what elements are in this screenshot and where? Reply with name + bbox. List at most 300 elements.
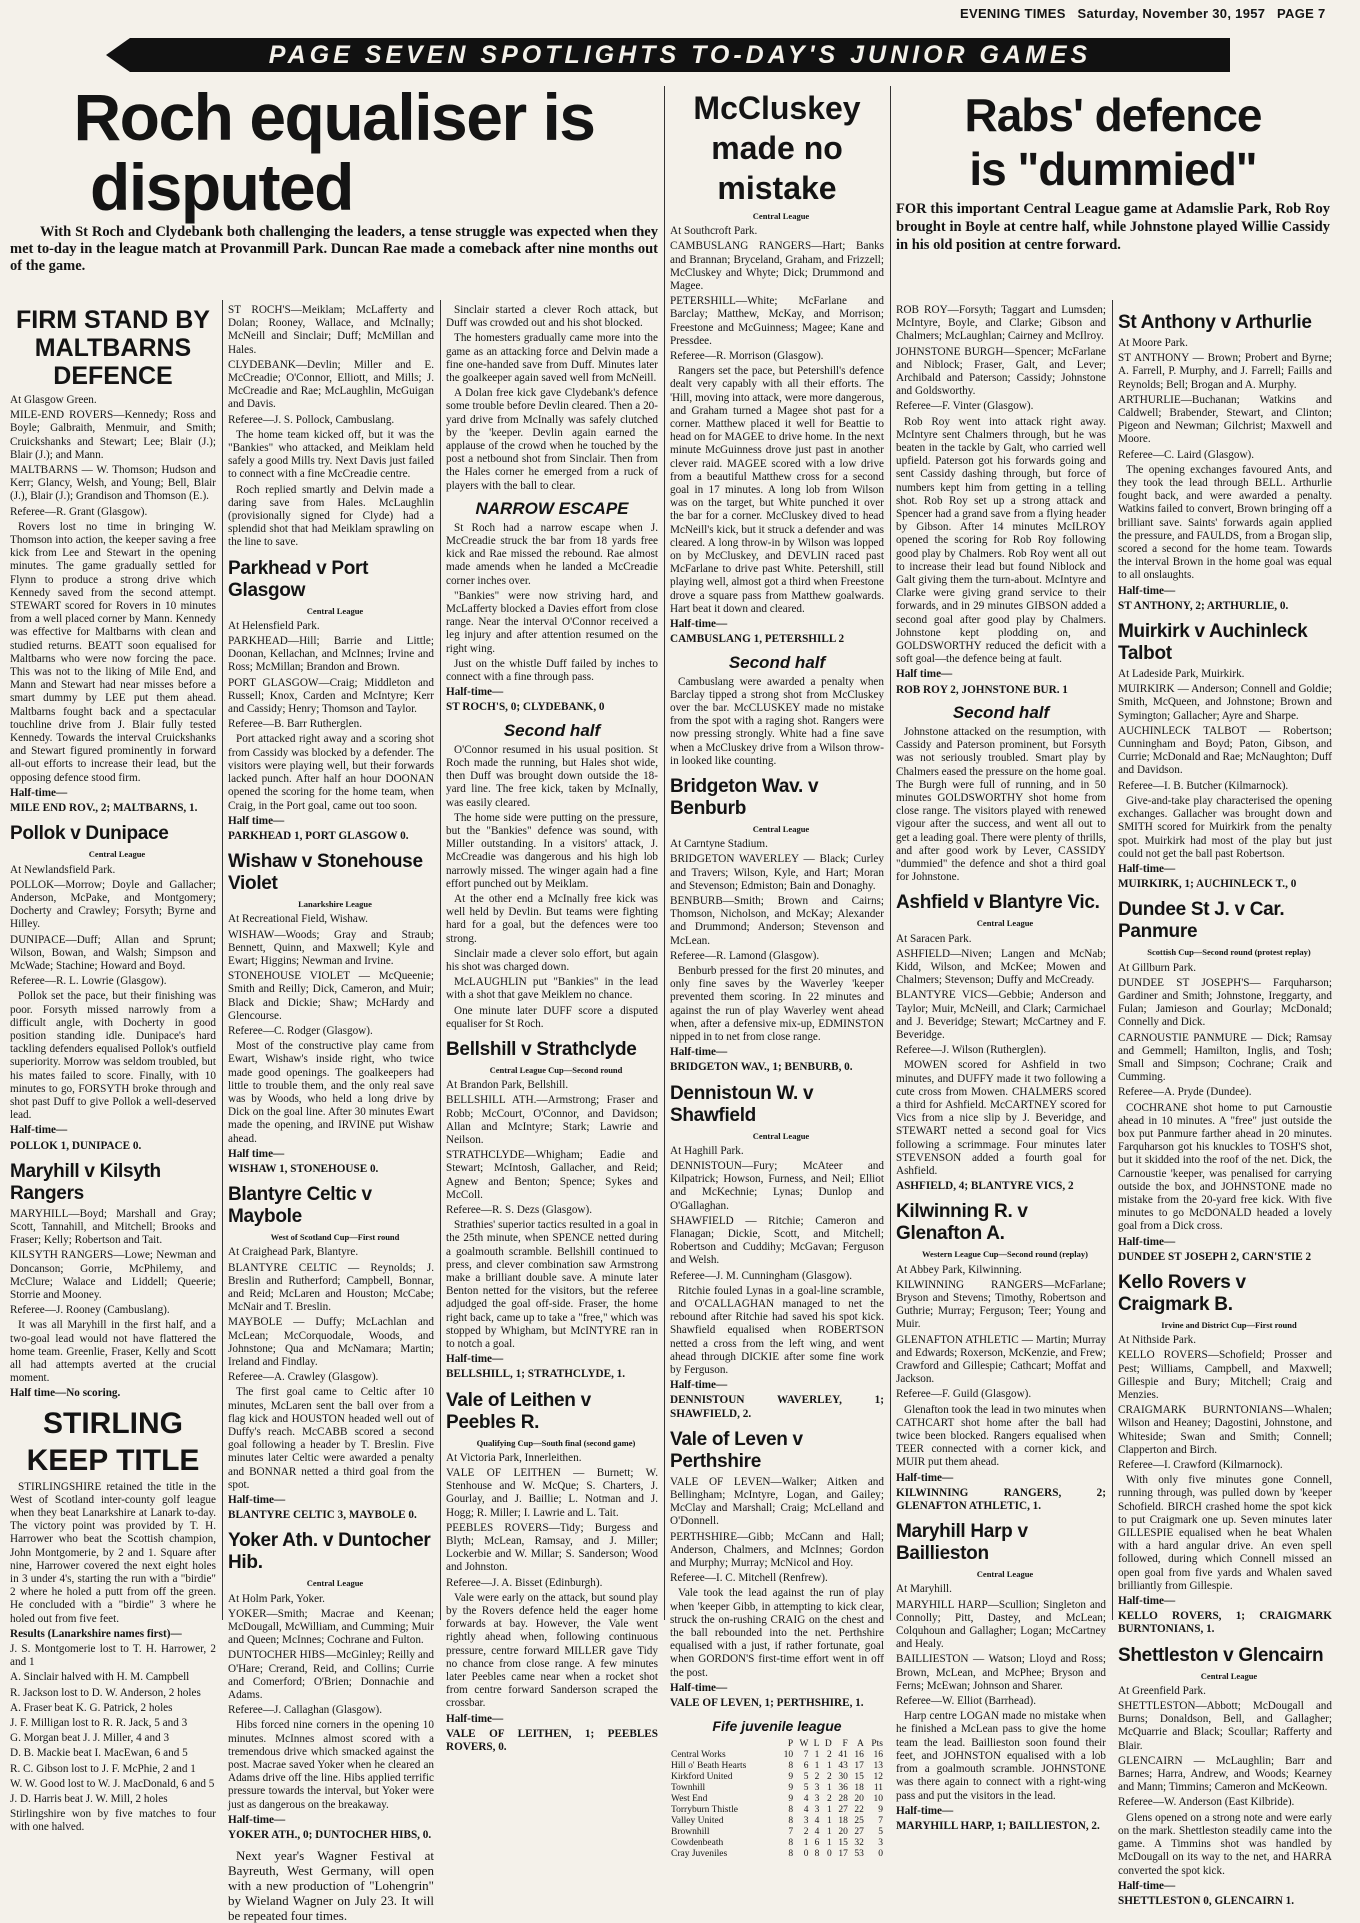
ashfield-referee: Referee—J. Wilson (Rutherglen). <box>896 1044 1047 1057</box>
maryhill-body: It was all Maryhill in the first half, and a two-goal lead would not have flattered the home team. Greenlie, Fraser, Kelly and Scott all had attempts averted at the crucial moment. <box>10 1319 216 1385</box>
rabs-body-2: Johnstone attacked on the resumption, with Cassidy and Paterson prominent, but Forsyth was not seriously troubled. Smart play by Chalmers eased the pressure on the home goal. The Burgh were full of running, and in 50 minutes GOLDSWORTHY shot home from close range. The visitors played with renewed vigour after the success, and went all out to get a leading goal. There were plenty of thrills, and after good work by Lever, CASSIDY "dummied" the defence and shot a third goal for Johnstone. <box>896 725 1107 884</box>
yoker-venue: At Holm Park, Yoker. <box>228 1592 325 1605</box>
blantyre-teams-2: MAYBOLE — Duffy; McLachlan and McLean; McCorquodale, Woods, and Johnstone; Qua and McNamara; Martin; Ireland and Findlay. <box>228 1316 434 1368</box>
shettleston-score: SHETTLESTON 0, GLENCAIRN 1. <box>1118 1894 1295 1907</box>
stirling-results <box>10 1643 216 1835</box>
stirling-result: R. C. Gibson lost to J. F. McPhie, 2 and 1 <box>10 1762 196 1775</box>
rabs-second-half-heading: Second half <box>952 702 1050 722</box>
column-rule <box>890 86 891 1620</box>
roch-para-12: Sinclair made a clever solo effort, but again his shot was charged down. <box>446 947 658 973</box>
pollok-teams-1: POLLOK—Morrow; Doyle and Gallacher; Anderson, McPake, and Montgomery; Docherty and Crawley; Forsyth; Byrne and Hilley. <box>10 878 216 931</box>
mccluskey-body: Rangers set the pace, but Petershill's defence dealt very capably with all their efforts. The 'Hill, moving into attack, were more dangerous, and Graham turned a Magee shot past for a corner. Matthew placed it well for Beattie to head on for MAGEE to drive home. In the next minute McGuinness drove just past in another clever raid. MAGEE scored with a low drive from a beautiful Matthew cross for a second goal in 17 minutes. A long lob from Wilson was on the target, but White punched it over the bar for a corner. McCluskey dived to head McNeill's kick, but it struck a defender and was cleared. A long throw-in by Wilson was lopped on by McCluskey, and DEVLIN raced past McFarlane to drive past White. Petershill, still playing well, almost got a third when Freestone drove a square pass from Matthew goalwards. Hart beat it down and cleared. <box>670 365 884 615</box>
stanthony-venue: At Moore Park. <box>1118 337 1188 349</box>
rabs-score: ROB ROY 2, JOHNSTONE BUR. 1 <box>896 683 1068 696</box>
mccluskey-headline-2: made no <box>711 130 843 166</box>
rabs-headline-1: Rabs' defence <box>964 89 1262 141</box>
stirling-title-1: STIRLING <box>43 1406 183 1440</box>
blantyre-halftime: Half-time— <box>228 1494 286 1507</box>
stirling-results-head: Results (Lanarkshire names first)— <box>10 1627 182 1640</box>
table-row <box>670 1783 884 1794</box>
ashfield-title: Ashfield v Blantyre Vic. <box>896 892 1100 914</box>
table-cell: 41 <box>838 1750 848 1761</box>
kello-league: Irvine and District Cup—First round <box>1161 1319 1297 1330</box>
ashfield-teams-2: BLANTYRE VICS—Gebbie; Anderson and Taylor; Muir, McNeill, and Clark; Carmichael and J. Beveridge; Stewart; McCartney and F. Beveridge. <box>896 989 1106 1041</box>
bridgeton-body: Benburb pressed for the first 20 minutes, and only fine saves by the Waverley 'keeper prevented them scoring. In 22 minutes and against the run of play Waverley went ahead when, after a defensive mix-up, EDMINSTON nipped in to net from close range. <box>670 964 884 1043</box>
table-cell: 7 <box>803 1750 809 1761</box>
bridgeton-title: Bridgeton Wav. v Benburb <box>670 775 819 819</box>
table-header-cell: A <box>857 1739 864 1750</box>
maryhill-harp-venue: At Maryhill. <box>896 1583 952 1596</box>
table-cell: 15 <box>838 1838 848 1849</box>
wishaw-score: WISHAW 1, STONEHOUSE 0. <box>228 1162 379 1175</box>
table-cell: 22 <box>854 1805 864 1816</box>
bridgeton-league: Central League <box>752 823 810 834</box>
table-cell: 36 <box>838 1783 848 1794</box>
bellshill-halftime: Half-time— <box>446 1353 504 1366</box>
yoker-referee: Referee—J. Callaghan (Glasgow). <box>228 1704 383 1717</box>
stanthony-title: St Anthony v Arthurlie <box>1118 312 1312 333</box>
bellshill-body: Strathies' superior tactics resulted in a goal in the 25th minute, when SPENCE netted during a goalmouth scramble. Bellshill continued to press, and clever combination saw Armstrong make a brilliant double save. A minute later Benton netted for the visitors, but the referee adjudged the goal off-side. Fraser, the home right back, came up to take a "free," which was stopped by Whigham, but McINTYRE ran in to notch a goal. <box>446 1219 658 1351</box>
vale-leven-score: VALE OF LEVEN, 1; PERTHSHIRE, 1. <box>670 1697 864 1710</box>
parkhead-score: PARKHEAD 1, PORT GLASGOW 0. <box>228 829 409 842</box>
table-cell: 27 <box>838 1805 848 1816</box>
dundee-teams-1: DUNDEE ST JOSEPH'S— Farquharson; Gardiner and Smith; Johnstone, Ireggarty, and Fulan; Jamieson and Gourlay; McDonald; Connelly and Dick. <box>1118 976 1332 1029</box>
shettleston-league: Central League <box>1200 1670 1258 1681</box>
roch-para-2: Roch replied smartly and Delvin made a daring save from Hales. McLaughlin (provisionally signed for Clyde) had a splendid shot that had Meiklam sprawling on the line to save. <box>228 483 434 549</box>
rabs-headline-block <box>896 88 1330 300</box>
table-row <box>670 1772 884 1783</box>
rabs-teams-1: ROB ROY—Forsyth; Taggart and Lumsden; McIntyre, Boyle, and Clarke; Gibson and Chalmers; McLaughlan; Cairney and McIlroy. <box>896 304 1106 343</box>
pollok-league: Central League <box>88 849 146 860</box>
kilwinning-referee: Referee—F. Guild (Glasgow). <box>896 1388 1032 1401</box>
kello-referee: Referee—I. Crawford (Kilmarnock). <box>1118 1459 1283 1472</box>
table-cell: 2 <box>803 1827 809 1838</box>
firm-venue: At Glasgow Green. <box>10 394 97 406</box>
table-cell: West End <box>671 1794 708 1805</box>
table-cell: 10 <box>783 1750 794 1761</box>
table-row <box>670 1849 884 1860</box>
table-cell: 4 <box>803 1805 809 1816</box>
blantyre-league: West of Scotland Cup—First round <box>270 1232 400 1243</box>
maryhill-harp-halftime: Half-time— <box>896 1804 954 1817</box>
yoker-title: Yoker Ath. v Duntocher Hib. <box>228 1530 431 1574</box>
wishaw-referee: Referee—C. Rodger (Glasgow). <box>228 1024 373 1037</box>
vale-leithen-title: Vale of Leithen v Peebles R. <box>446 1389 591 1433</box>
table-cell: 17 <box>838 1849 848 1860</box>
yoker-score: YOKER ATH., 0; DUNTOCHER HIBS, 0. <box>228 1829 432 1842</box>
pollok-venue: At Newlandsfield Park. <box>10 863 116 876</box>
table-row <box>670 1794 884 1805</box>
wishaw-title: Wishaw v Stonehouse Violet <box>228 851 423 895</box>
stirling-result: J. D. Harris beat J. W. Mill, 2 holes <box>10 1793 168 1806</box>
dennistoun-halftime: Half-time— <box>670 1379 728 1392</box>
table-row <box>670 1827 884 1838</box>
stanthony-score: ST ANTHONY, 2; ARTHURLIE, 0. <box>1118 599 1289 612</box>
dennistoun-referee: Referee—J. M. Cunningham (Glasgow). <box>670 1269 853 1282</box>
vale-leithen-referee: Referee—J. A. Bisset (Edinburgh). <box>446 1576 603 1589</box>
dundee-halftime: Half-time— <box>1118 1235 1176 1248</box>
yoker-teams-1: YOKER—Smith; Macrae and Keenan; McDougall, McWilliam, and Cumming; Muir and Queen; McInnes; Cochrane and Fulton. <box>228 1607 434 1647</box>
fife-table-title: Fife juvenile league <box>712 1718 842 1735</box>
table-cell: 16 <box>854 1750 864 1761</box>
shettleston-body: Glens opened on a strong note and were early on the mark. Shettleston steadily came into the game. A Timmins shot was handled by McDougall on its way to the net, and HARRA converted the spot kick. <box>1118 1811 1332 1877</box>
table-cell: 5 <box>878 1827 883 1838</box>
mccluskey-referee: Referee—R. Morrison (Glasgow). <box>670 350 824 363</box>
roch-teams-2: CLYDEBANK—Devlin; Miller and E. McCreadie; O'Connor, Elliott, and Mills; J. McCreadie and Rae; McLaughlin, McGuigan and Davis. <box>228 358 434 411</box>
vale-leven-title: Vale of Leven v Perthshire <box>670 1428 803 1472</box>
maryhill-harp-league: Central League <box>976 1569 1034 1580</box>
masthead-page: PAGE 7 <box>1277 6 1326 21</box>
bridgeton-venue: At Carntyne Stadium. <box>670 838 768 851</box>
yoker-body: Hibs forced nine corners in the opening 10 minutes. McInnes almost scored with a tremendous drive which smacked against the post. Macrae saved Yoker when he cleared an Adams drive off the line. Hibs applied terrific pressure towards the interval, but Yoker were just as dangerous on the breakaway. <box>228 1719 434 1811</box>
stirling-result: A. Fraser beat K. G. Patrick, 2 holes <box>10 1701 173 1714</box>
table-cell: Kirkford United <box>671 1772 733 1783</box>
bridgeton-teams-2: BENBURB—Smith; Brown and Cairns; Thomson, Nicholson, and McKay; Alexander and Drummond; Anderson; Stevenson and McLean. <box>670 894 884 947</box>
kilwinning-league: Western League Cup—Second round (replay) <box>922 1249 1088 1260</box>
table-cell: 5 <box>803 1783 809 1794</box>
table-cell: 1 <box>803 1838 809 1849</box>
table-cell: 13 <box>873 1761 883 1772</box>
bellshill-referee: Referee—R. S. Dezs (Glasgow). <box>446 1203 593 1216</box>
table-cell: 9 <box>788 1794 794 1805</box>
roch-para-7: "Bankies" were now striving hard, and McLafferty blocked a Davies effort from close range. Near the interval O'Connor received a leg injury and after attention resumed on the right wing. <box>446 589 658 655</box>
ashfield-venue: At Saracen Park. <box>896 932 972 945</box>
column-rule <box>1112 300 1113 1620</box>
kello-venue: At Nithside Park. <box>1118 1334 1196 1347</box>
table-cell: 1 <box>827 1827 832 1838</box>
firm-teams-2: MALTBARNS — W. Thomson; Hudson and Kerr; Glancy, Welsh, and Young; Bell, Blair (J.), Blair (J.); Grandison and Thomson (E.). <box>10 464 216 503</box>
dundee-body: COCHRANE shot home to put Carnoustie ahead in 10 minutes. A "free" just outside the box put Panmure farther ahead in 20 minutes. Farquharson got his knuckles to TOSH'S shot, but it skidded into the roof of the net. Dick, the Carnoustie 'keeper, was penalised for carrying outside the box, and JOHNSTONE made no mistake from the 20-yard free kick. With five minutes to go McDONALD headed a lovely goal from a Dick cross. <box>1118 1101 1332 1233</box>
table-header-cell: F <box>842 1739 848 1750</box>
table-cell: 0 <box>803 1849 809 1860</box>
column-rule <box>440 300 441 1620</box>
table-cell: 18 <box>854 1783 864 1794</box>
table-cell: 1 <box>827 1761 832 1772</box>
bellshill-title: Bellshill v Strathclyde <box>446 1038 637 1060</box>
rabs-headline-2: is "dummied" <box>969 143 1257 195</box>
shettleston-referee: Referee—W. Anderson (East Kilbride). <box>1118 1796 1295 1809</box>
rabs-teams-2: JOHNSTONE BURGH—Spencer; McFarlane and Niblock; Fraser, Galt, and Lever; Archibald and Paterson; Cassidy; Johnstone and Goldsworthy. <box>896 345 1106 398</box>
stirling-result: J. S. Montgomerie lost to T. H. Harrower, 2 and 1 <box>10 1643 216 1669</box>
kilwinning-title: Kilwinning R. v Glenafton A. <box>896 1201 1028 1245</box>
mccluskey-headline-3: mistake <box>717 170 837 206</box>
roch-para-1: The home team kicked off, but it was the "Bankies" who attacked, and Meiklam held safely a good Mills try. Next Davis just failed to connect with a fine McCreadie centre. <box>228 428 434 481</box>
masthead-paper: EVENING TIMES <box>960 6 1066 21</box>
roch-para-4: The homesters gradually came more into the game as an attacking force and Delvin made a fine one-handed save from Duff. Minutes later the goalkeeper again saved well from McNeill. <box>446 332 658 385</box>
dennistoun-teams-2: SHAWFIELD — Ritchie; Cameron and Flanagan; Dickie, Scott, and Mitchell; Robertson and Cuddihy; McGavan; Ferguson and Welsh. <box>670 1214 884 1267</box>
rabs-halftime: Half time— <box>896 668 953 681</box>
pollok-body: Pollok set the pace, but their finishing was poor. Forsyth missed narrowly from a difficult angle, with Docherty in good position standing idle. Dunipace's hard tackling defenders equalised Pollok's outfield superiority. Morrow was seldom troubled, but his mates failed to score. Finally, with 10 minutes to go, FORSYTH broke through and shot past Duff to give Pollok a well-deserved lead. <box>10 990 216 1122</box>
table-cell: 1 <box>827 1805 832 1816</box>
parkhead-halftime: Half time— <box>228 814 285 827</box>
kello-title: Kello Rovers v Craigmark B. <box>1118 1271 1246 1315</box>
pollok-teams-2: DUNIPACE—Duff; Allan and Sprunt; Wilson, Bowan, and Walsh; Simpson and McWade; Stachine; Howard and Boyd. <box>10 933 216 972</box>
table-row <box>670 1816 884 1827</box>
table-cell: Torryburn Thistle <box>671 1805 738 1816</box>
dundee-score: DUNDEE ST JOSEPH 2, CARN'STIE 2 <box>1118 1250 1312 1263</box>
yoker-league: Central League <box>306 1578 364 1589</box>
table-header-cell: W <box>799 1739 809 1750</box>
dennistoun-league: Central League <box>752 1130 810 1141</box>
mccluskey-venue: At Southcroft Park. <box>670 225 758 238</box>
table-cell: 8 <box>788 1816 794 1827</box>
maryhill-teams-2: KILSYTH RANGERS—Lowe; Newman and Doncanson; Gorrie, McPhilemy, and McClure; Walace and Liddell; Queerie; Storrie and Mooney. <box>10 1249 216 1301</box>
table-cell: 20 <box>854 1794 864 1805</box>
table-row <box>670 1805 884 1816</box>
parkhead-teams-1: PARKHEAD—Hill; Barrie and Little; Doonan, Kellachan, and McInnes; Irvine and Ross; McMillan; Brandon and Brown. <box>228 635 434 674</box>
rabs-referee: Referee—F. Vinter (Glasgow). <box>896 400 1034 413</box>
table-header-cell: D <box>824 1739 832 1750</box>
muirkirk-teams-2: AUCHINLECK TALBOT — Robertson; Cunningham and Boyd; Paton, Gibson, and Currie; McDonald and Rae; McNaughton; Duff and Davidson. <box>1118 724 1332 777</box>
kello-teams-2: CRAIGMARK BURNTONIANS—Whalen; Wilson and Heaney; Dagostini, Johnstone, and Whiteside; Swan and Smith; Connell; Clapperton and Birch. <box>1118 1404 1332 1456</box>
table-cell: 32 <box>854 1838 864 1849</box>
shettleston-halftime: Half-time— <box>1118 1879 1176 1892</box>
table-cell: Cowdenbeath <box>671 1838 724 1849</box>
table-cell: 27 <box>854 1827 864 1838</box>
muirkirk-score: MUIRKIRK, 1; AUCHINLECK T., 0 <box>1118 878 1297 891</box>
kello-teams-1: KELLO ROVERS—Schofield; Prosser and Pest; Williams, Campbell, and Maxwell; Gillespie and Bury; Mitchell; Craig and Menzies. <box>1118 1349 1332 1401</box>
blantyre-title: Blantyre Celtic v Maybole <box>228 1184 372 1228</box>
table-cell: 8 <box>788 1805 794 1816</box>
shettleston-venue: At Greenfield Park. <box>1118 1684 1206 1697</box>
ashfield-score: ASHFIELD, 4; BLANTYRE VICS, 2 <box>896 1180 1074 1193</box>
blantyre-referee: Referee—A. Crawley (Glasgow). <box>228 1371 379 1384</box>
dundee-title: Dundee St J. v Car. Panmure <box>1118 899 1285 943</box>
bellshill-score: BELLSHILL, 1; STRATHCLYDE, 1. <box>446 1368 626 1381</box>
rabs-body: Rob Roy went into attack right away. McIntyre sent Chalmers through, but he was beaten in the tackle by Galt, who carried well upfield. Paterson got his forwards going and sent Cassidy dashing through, but force of numbers kept him from getting in a telling shot. Rob Roy set up a strong attack and Spencer had a grand save from a flying header by Gibson. After 14 minutes McILROY opened the scoring for Rob Roy following good play by Chalmers. Rob Roy went all out to increase their lead but found Niblock and Galt giving them the turn-about. McIntyre and Clarke were giving grand service to their forwards, and in 29 minutes GIBSON added a second goal after good play by Chalmers. Johnstone kept plodding on, and GOLDSWORTHY reduced the deficit with a soft goal—the defence being at fault. <box>896 415 1106 666</box>
stirling-result: R. Jackson lost to D. W. Anderson, 2 holes <box>10 1686 201 1699</box>
firm-referee: Referee—R. Grant (Glasgow). <box>10 505 148 518</box>
pollok-title: Pollok v Dunipace <box>10 823 169 845</box>
table-cell: 3 <box>803 1816 809 1827</box>
table-cell: 25 <box>854 1816 864 1827</box>
blantyre-body: The first goal came to Celtic after 10 minutes, McLaren sent the ball over from a flag kick and HOUSTON headed well out of Duffy's reach. McCABB scored a second goal following a header by T. Breslin. Five minutes later Celtic were awarded a penalty and BONNAR netted a third goal from the spot. <box>228 1386 434 1491</box>
maryhill-halftime: Half time—No scoring. <box>10 1387 121 1400</box>
bridgeton-halftime: Half-time— <box>670 1046 728 1059</box>
maryhill-harp-referee: Referee—W. Elliot (Barrhead). <box>896 1695 1036 1708</box>
shettleston-teams-2: GLENCAIRN — McLaughlin; Barr and Barnes; Harra, Andrew, and Woods; Kearney and Mann; Timmins; Cameron and McKeown. <box>1118 1754 1332 1794</box>
vale-leven-teams-2: PERTHSHIRE—Gibb; McCann and Hall; Anderson, Chalmers, and McInnes; Gordon and Murphy; Murray; McNicol and Hoy. <box>670 1530 884 1570</box>
roch-para-14: One minute later DUFF score a disputed equaliser for St Roch. <box>446 1004 658 1030</box>
fife-league-table <box>670 1739 884 1860</box>
wishaw-body: Most of the constructive play came from Ewart, Wishaw's inside right, who twice made good openings. The goalkeepers had little to trouble them, and the only real save was by Woods, who held a long drive by Dick on the goal line. After 30 minutes Ewart made the opening, and IRVINE put Wishaw ahead. <box>228 1040 434 1145</box>
wishaw-halftime: Half time— <box>228 1147 285 1160</box>
rabs-intro: FOR this important Central League game at Adamslie Park, Rob Roy brought in Boyle at centre half, while Johnstone played Willie Cassidy in his old position at centre forward. <box>896 201 1330 253</box>
maryhill-harp-title: Maryhill Harp v Baillieston <box>896 1521 1028 1565</box>
stanthony-teams-1: ST ANTHONY — Brown; Probert and Byrne; A. Farrell, P. Murphy, and J. Farrell; Faills and Reynolds; Bell; Brogan and A. Murphy. <box>1118 352 1332 391</box>
table-cell: 8 <box>788 1761 794 1772</box>
table-cell: 2 <box>827 1794 832 1805</box>
firm-body: Rovers lost no time in bringing W. Thomson into action, the keeper saving a free kick from Lee and Stewart in the opening minutes. The game gradually settled for Flynn to produce a strong drive which Kennedy saved from the second attempt. STEWART scored for Rovers in 10 minutes from a well placed corner by Mann. Kennedy was effective for Maltbarns with clean and studied returns. BEATT soon equalised for Maltbarns who were now forcing the pace. This was not to the liking of Mile End, and Mann and Stewart had near misses before a smart dummy by LEE put them ahead. Maltbarns fought back and a spectacular touchline drive from J. Blair fully tested Kennedy. Towards the interval Cruickshanks and Stewart figured prominently in forward all-out efforts to increase their lead, but the opposing defence stood firm. <box>10 520 216 784</box>
table-cell: Hill o' Beath Hearts <box>671 1761 747 1772</box>
roch-halftime-score: ST ROCH'S, 0; CLYDEBANK, 0 <box>446 701 605 714</box>
table-cell: 8 <box>788 1849 794 1860</box>
table-cell: 7 <box>878 1816 883 1827</box>
roch-para-3: Sinclair started a clever Roch attack, but Duff was crowded out and his shot blocked. <box>446 304 658 330</box>
table-cell: Townhill <box>671 1783 706 1794</box>
bridgeton-teams-1: BRIDGETON WAVERLEY — Black; Curley and Travers; Wilson, Kyle, and Hart; Moran and Stevenson; Edmiston; Bain and Donaghy. <box>670 853 884 892</box>
dennistoun-score: DENNISTOUN WAVERLEY, 1; SHAWFIELD, 2. <box>670 1394 884 1420</box>
wagner-note: Next year's Wagner Festival at Bayreuth, West Germany, will open with a new production of "Lohengrin" by Wieland Wagner on July 23. It will be repeated four times. <box>228 1848 434 1923</box>
table-cell: 0 <box>827 1849 832 1860</box>
table-cell: 3 <box>814 1805 820 1816</box>
shettleston-title: Shettleston v Glencairn <box>1118 1644 1324 1666</box>
mccluskey-body-2: Cambuslang were awarded a penalty when Barclay tipped a strong shot from McCluskey over the bar. McCLUSKEY made no mistake from the spot with a raging shot. Rangers were now pressing strongly. White had a fine save when a McCluskey drive from a Wilson throw-in looked like counting. <box>670 675 884 767</box>
table-row <box>670 1750 884 1761</box>
mccluskey-headline-1: McCluskey <box>693 90 861 126</box>
ashfield-body: MOWEN scored for Ashfield in two minutes, and DUFFY made it two following a cute cross from Mowen. CHALMERS scored a third for Ashfield. McCARTNEY scored for Vics from a nice slip by J. Beveridge, and STEWART netted a second goal for Vics following a scrimmage. Four minutes later STEVENSON added a fourth goal for Ashfield. <box>896 1059 1106 1177</box>
wishaw-teams-1: WISHAW—Woods; Gray and Straub; Bennett, Quinn, and Maxwell; Kyle and Ewart; Higgins; Newman and Irvine. <box>228 928 434 967</box>
column-rule <box>664 86 665 1620</box>
dundee-referee: Referee—A. Pryde (Dundee). <box>1118 1086 1252 1099</box>
kello-halftime: Half-time— <box>1118 1595 1176 1608</box>
table-cell: 3 <box>814 1783 820 1794</box>
parkhead-teams-2: PORT GLASGOW—Craig; Middleton and Russell; Knox, Carden and McIntyre; Kerr and Cassidy; Henry; Thomson and Taylor. <box>228 676 434 716</box>
muirkirk-body: Give-and-take play characterised the opening exchanges. Gallacher was brought down and SMITH scored for Muirkirk from the penalty spot. Muirkirk had most of the play but just could not get the ball past Robertson. <box>1118 794 1332 860</box>
maryhill-referee: Referee—J. Rooney (Cambuslang). <box>10 1304 170 1317</box>
stirling-result: W. W. Good lost to W. J. MacDonald, 6 and 5 <box>10 1777 215 1790</box>
vale-leithen-body: Vale were early on the attack, but sound play by the Rovers defence held the eager home forwards at bay. However, the Vale went rightly ahead when, following continuous pressure, centre forward MILLER gave Tidy no chance from close range. A few minutes later Peebles came near when a rocket shot from centre forward Sanderson scraped the crossbar. <box>446 1591 658 1710</box>
vale-leithen-venue: At Victoria Park, Innerleithen. <box>446 1451 582 1464</box>
mccluskey-score: CAMBUSLANG 1, PETERSHILL 2 <box>670 633 845 646</box>
table-cell: 3 <box>814 1794 820 1805</box>
muirkirk-referee: Referee—I. B. Butcher (Kilmarnock). <box>1118 779 1289 792</box>
maryhill-harp-teams-2: BAILLIESTON — Watson; Lloyd and Ross; Brown, McLean, and McPhee; Bryson and Ferns; McEwan; Johnson and Sharer. <box>896 1653 1106 1692</box>
table-cell: 30 <box>838 1772 848 1783</box>
table-cell: Central Works <box>671 1750 726 1761</box>
kilwinning-teams-1: KILWINNING RANGERS—McFarlane; Bryson and Stevens; Timothy, Robertson and Guthrie; Murray; Ferguson; Teer; Young and Muir. <box>896 1278 1106 1331</box>
table-cell: 9 <box>788 1772 794 1783</box>
maryhill-teams-1: MARYHILL—Boyd; Marshall and Gray; Scott, Tannahill, and Mitchell; Brooks and Fraser; Kelly; Robertson and Tait. <box>10 1207 216 1247</box>
table-cell: 3 <box>878 1838 883 1849</box>
table-cell: 1 <box>814 1750 820 1761</box>
table-cell: 4 <box>803 1794 809 1805</box>
stanthony-body: The opening exchanges favoured Ants, and they took the lead through BELL. Arthurlie fought back, and were awarded a penalty. Watkins failed to convert, Brown bringing off a brilliant save. Saints' forwards again applied the pressure, and FAULDS, from a Brogan slip, scored a second for the home team. Towards the interval Brown in the home goal was equal to all onslaughts. <box>1118 463 1332 582</box>
dennistoun-body: Ritchie fouled Lynas in a goal-line scramble, and O'CALLAGHAN managed to net the rebound after Ritchie had saved his spot kick. Shawfield equalised when ROBERTSON netted a cross from the left wing, and went ahead through DICKIE after some fine work by Ferguson. <box>670 1284 884 1377</box>
bellshill-teams-2: STRATHCLYDE—Whigham; Eadie and Stewart; McIntosh, Gallacher, and Reid; Agnew and Benton; Spence; Sykes and McColl. <box>446 1149 658 1201</box>
kello-body: With only five minutes gone Connell, running through, was pulled down by 'keeper Schofield. BIRCH crashed home the spot kick to put Craigmark one up. Seven minutes later GILLESPIE equalised when he beat Whalen with a hard angular drive. An even spell followed, during which Connell missed an open goal from five yards and Whalen saved brilliantly from Gillespie. <box>1118 1474 1332 1592</box>
vale-leithen-score: VALE OF LEITHEN, 1; PEEBLES ROVERS, 0. <box>446 1727 658 1754</box>
vale-leithen-teams-2: PEEBLES ROVERS—Tidy; Burgess and Blyth; McLean, Ramsay, and J. Miller; Lockerbie and W. Millar; S. Sanderson; Wood and Johnston. <box>446 1521 658 1574</box>
yoker-halftime: Half-time— <box>228 1813 286 1826</box>
parkhead-title: Parkhead v Port Glasgow <box>228 557 369 601</box>
mccluskey-league: Central League <box>752 211 810 221</box>
ashfield-league: Central League <box>976 918 1034 929</box>
parkhead-referee: Referee—B. Barr Rutherglen. <box>228 718 362 731</box>
table-header-cell: P <box>787 1739 794 1750</box>
stirling-result: A. Sinclair halved with H. M. Campbell <box>10 1671 190 1684</box>
maryhill-harp-teams-1: MARYHILL HARP—Scullion; Singleton and Connolly; Pitt, Dastey, and McLean; Colquhoun and Gallagher; Logan; McCartney and Healy. <box>896 1598 1106 1651</box>
table-cell: 28 <box>838 1794 848 1805</box>
firm-title: FIRM STAND BY MALTBARNS DEFENCE <box>16 306 210 390</box>
firm-halftime: Half-time— <box>10 786 68 799</box>
table-cell: 1 <box>827 1783 832 1794</box>
muirkirk-title: Muirkirk v Auchinleck Talbot <box>1118 621 1308 665</box>
table-cell: 8 <box>814 1849 820 1860</box>
table-cell: 2 <box>814 1772 820 1783</box>
stanthony-halftime: Half-time— <box>1118 584 1176 597</box>
roch-para-10: The home side were putting on the pressure, but the "Bankies" defence was sound, with Miller outstanding. In a visitors' attack, J. McCreadie was dangerous and his high lob narrowly missed. The winger again had a fine effort punched out by Meiklam. <box>446 811 658 890</box>
page-banner: PAGE SEVEN SPOTLIGHTS TO-DAY'S JUNIOR GAMES <box>130 38 1230 72</box>
dundee-league: Scottish Cup—Second round (protest replay) <box>1147 947 1311 958</box>
blantyre-score: BLANTYRE CELTIC 3, MAYBOLE 0. <box>228 1509 417 1522</box>
muirkirk-venue: At Ladeside Park, Muirkirk. <box>1118 668 1245 681</box>
bellshill-teams-1: BELLSHILL ATH.—Armstrong; Fraser and Robb; McCourt, O'Connor, and Davidson; Allan and McIntyre; Stark; Lawrie and Neilson. <box>446 1094 658 1146</box>
table-cell: 9 <box>878 1805 883 1816</box>
table-cell: 43 <box>838 1761 848 1772</box>
wishaw-teams-2: STONEHOUSE VIOLET — McQueenie; Smith and Reilly; Dick, Cameron, and Muir; Black and Dickie; Shaw; McHardy and Glencourse. <box>228 970 434 1022</box>
roch-headline-block <box>10 82 658 300</box>
parkhead-venue: At Helensfield Park. <box>228 619 320 632</box>
table-cell: 12 <box>873 1772 883 1783</box>
roch-referee: Referee—J. S. Pollock, Cambuslang. <box>228 413 395 426</box>
wishaw-league: Lanarkshire League <box>298 899 372 910</box>
kilwinning-score: KILWINNING RANGERS, 2; GLENAFTON ATHLETIC, 1. <box>896 1486 1106 1513</box>
roch-headline-2: disputed <box>90 150 353 224</box>
table-cell: Brownhill <box>671 1827 710 1838</box>
maryhill-harp-body: Harp centre LOGAN made no mistake when he finished a McLean pass to give the home team the lead. Baillieston soon found their feet, and JOHNSTON equalised with a lob from a goalmouth scramble. JOHNSTONE was there again to connect with a right-wing pass and put the visitors in the lead. <box>896 1710 1106 1802</box>
vale-leithen-league: Qualifying Cup—South final (second game) <box>476 1437 636 1448</box>
stirling-result: D. B. Mackie beat I. MacEwan, 6 and 5 <box>10 1747 188 1760</box>
column-6 <box>1118 304 1332 1907</box>
bellshill-venue: At Brandon Park, Bellshill. <box>446 1079 569 1092</box>
column-3 <box>446 304 658 1754</box>
table-cell: Valley United <box>671 1816 724 1827</box>
kello-score: KELLO ROVERS, 1; CRAIGMARK BURNTONIANS, 1. <box>1118 1610 1332 1636</box>
table-cell: 18 <box>838 1816 848 1827</box>
bellshill-league: Central League Cup—Second round <box>489 1064 623 1075</box>
table-cell: 1 <box>827 1816 832 1827</box>
roch-narrow-escape-heading: NARROW ESCAPE <box>475 498 629 518</box>
stirling-body: STIRLINGSHIRE retained the title in the West of Scotland inter-county golf league when they beat Lanarkshire at Lanark to-day. The victory point was provided by T. H. Harrower who beat the Scottish champion, John Montgomerie, by 2 and 1. Square after nine, Harrower covered the next eight holes in 3 under 4's, starting the run with a "birdie" 2 where he holed a putt from off the green. He concluded with a "birdie" 3 where he holed out from five feet. <box>10 1480 216 1625</box>
vale-leven-referee: Referee—I. C. Mitchell (Renfrew). <box>670 1572 828 1585</box>
table-cell: Cray Juveniles <box>671 1849 728 1860</box>
roch-para-11: At the other end a McInally free kick was well held by Devlin. But teams were fighting hard for a goal, but the defences were too strong. <box>446 892 658 945</box>
column-2 <box>228 304 434 1923</box>
table-header-cell: L <box>813 1739 820 1750</box>
ashfield-teams-1: ASHFIELD—Niven; Langen and McNab; Kidd, Wilson, and McKee; Mowen and Chalmers; Stevenson; Duffy and McCready. <box>896 947 1106 987</box>
table-header-cell <box>670 1739 778 1750</box>
table-cell: 6 <box>803 1761 809 1772</box>
table-cell: 2 <box>827 1750 832 1761</box>
shettleston-teams-1: SHETTLESTON—Abbott; McDougall and Burns; Donaldson, Bell, and Gallagher; McQuarrie and Black; Scoullar; Rafferty and Blair. <box>1118 1700 1332 1752</box>
bridgeton-referee: Referee—R. Lamond (Glasgow). <box>670 949 820 962</box>
dennistoun-teams-1: DENNISTOUN—Fury; McAteer and Kilpatrick; Howson, Furness, and Neil; Elliot and McKechnie; Lynas; Dunlop and O'Gallaghan. <box>670 1159 884 1212</box>
roch-para-13: McLAUGHLIN put "Bankies" in the lead with a shot that gave Meiklem no chance. <box>446 976 658 1002</box>
dennistoun-title: Dennistoun W. v Shawfield <box>670 1082 814 1126</box>
roch-para-6: St Roch had a narrow escape when J. McCreadie struck the bar from 18 yards free kick and Rae missed the rebound. Rae almost made amends when he landed a McCreadie corner inches over. <box>446 521 658 587</box>
kilwinning-teams-2: GLENAFTON ATHLETIC — Martin; Murray and Edwards; Roxerson, McKenzie, and Frew; Crawford and Gillespie; Cathcart; Moffat and Jackson. <box>896 1333 1106 1386</box>
masthead-date: Saturday, November 30, 1957 <box>1077 6 1266 21</box>
roch-para-8: Just on the whistle Duff failed by inches to connect with a fine through pass. <box>446 657 658 684</box>
table-cell: 9 <box>788 1783 794 1794</box>
mccluskey-teams-1: CAMBUSLANG RANGERS—Hart; Banks and Brannan; Bryceland, Graham, and Frizzell; McCluskey and Whyte; Dick; Drummond and Magee. <box>670 240 884 293</box>
firm-teams-1: MILE-END ROVERS—Kennedy; Ross and Boyle; Galbraith, Menmuir, and Smith; Cruickshanks and Stewart; Lee; Blair (J.); Blair (J.); and Mann. <box>10 409 216 461</box>
table-cell: 5 <box>803 1772 809 1783</box>
table-cell: 0 <box>878 1849 883 1860</box>
vale-leithen-teams-1: VALE OF LEITHEN — Burnett; W. Stenhouse and W. McQue; S. Charters, J. Gourlay, and J. Baillie; L. Notman and J. Hogg; R. Miller; I. Lawrie and L. Tait. <box>446 1467 658 1519</box>
masthead <box>960 6 1340 21</box>
roch-teams-1: ST ROCH'S—Meiklam; McLafferty and Dolan; Rooney, Wallace, and McInally; McNeill and Sinclair; Duff; McMillan and Hales. <box>228 304 434 356</box>
dundee-venue: At Gillburn Park. <box>1118 961 1196 974</box>
dundee-teams-2: CARNOUSTIE PANMURE — Dick; Ramsay and Gemmell; Hamilton, Inglis, and Tosh; Small and Simpson; Cochrane; Craik and Cumming. <box>1118 1031 1332 1084</box>
table-cell: 16 <box>873 1750 883 1761</box>
blantyre-venue: At Craighead Park, Blantyre. <box>228 1246 359 1259</box>
table-cell: 17 <box>854 1761 864 1772</box>
column-rule <box>222 300 223 1620</box>
parkhead-body: Port attacked right away and a scoring shot from Cassidy was blocked by a defender. The visitors were playing well, but their forwards lacked punch. After half an hour DOONAN opened the scoring for the home team, when Craig, in the Port goal, came out too soon. <box>228 733 434 812</box>
parkhead-league: Central League <box>306 605 364 616</box>
